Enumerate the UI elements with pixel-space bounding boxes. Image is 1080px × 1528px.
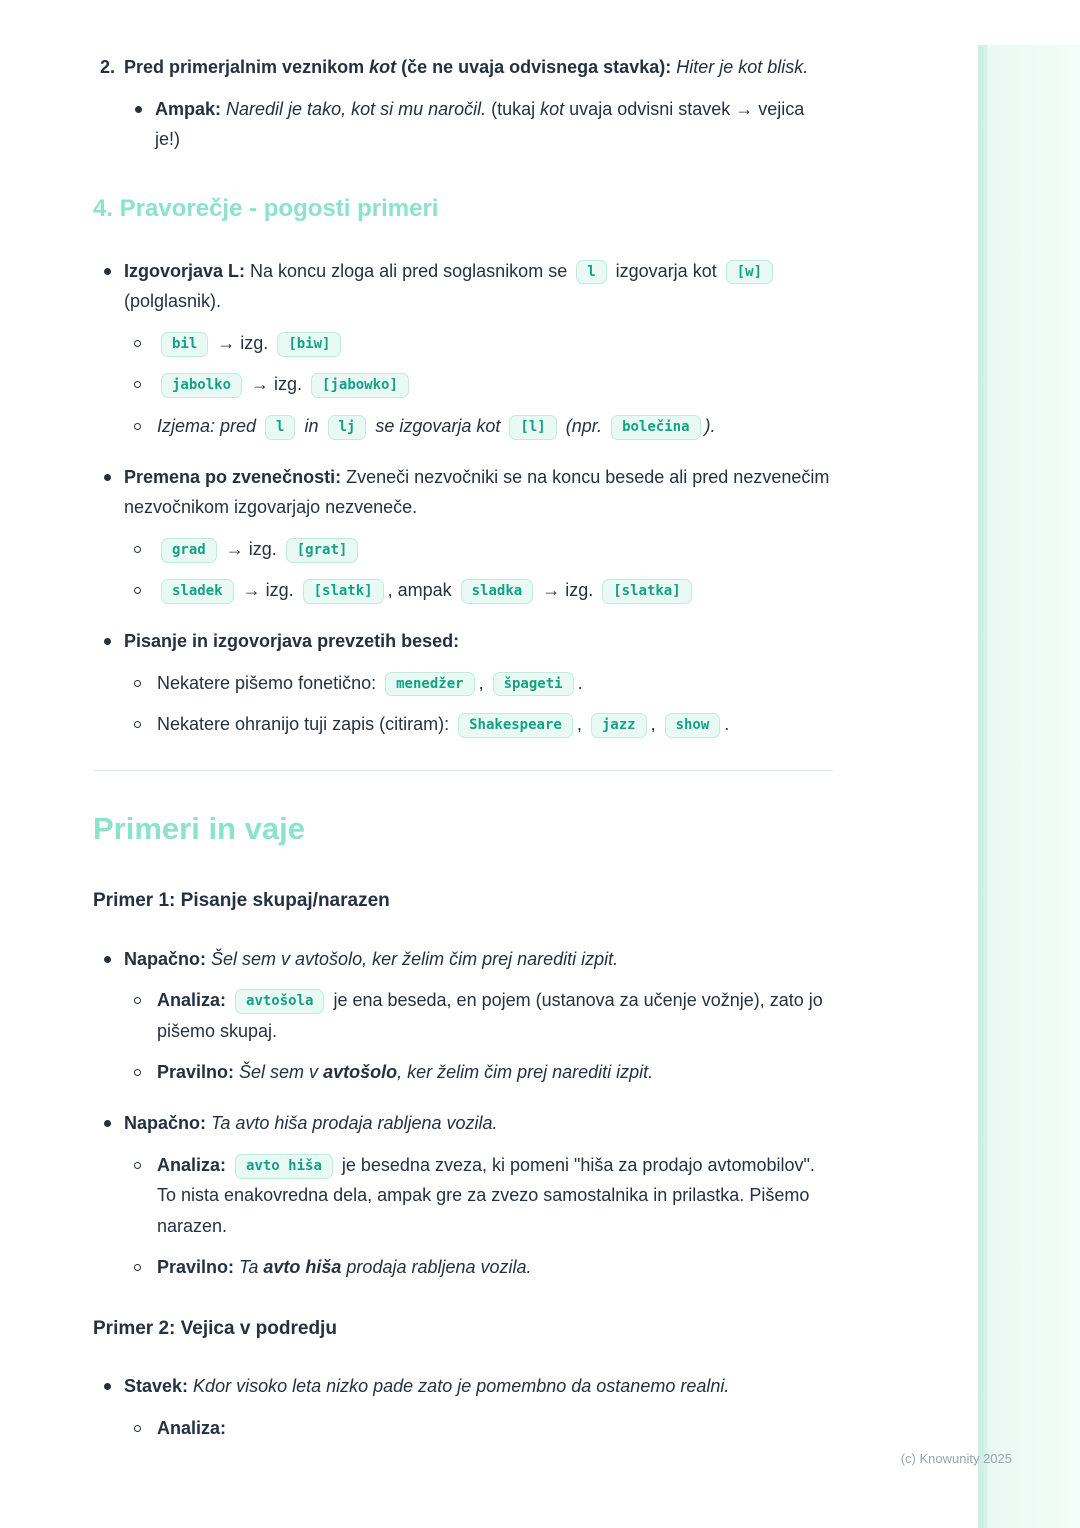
text-run: , xyxy=(576,714,587,735)
text-run: avtošolo xyxy=(323,1062,398,1083)
bullet-circle-icon xyxy=(134,1069,141,1076)
sub-list-item xyxy=(124,1252,833,1283)
code-chip: [l] xyxy=(509,415,556,440)
example1-heading: Primer 1: Pisanje skupaj/narazen xyxy=(93,890,390,912)
code-chip: špageti xyxy=(493,672,574,697)
sublist xyxy=(124,1150,833,1283)
code-chip: l xyxy=(576,260,606,285)
code-chip: lj xyxy=(328,415,367,440)
sub-list-item xyxy=(124,1413,833,1444)
page-title-primeri-in-vaje: Primeri in vaje xyxy=(93,810,305,846)
sub-list-item xyxy=(124,328,833,359)
text-run: Premena po zvenečnosti: xyxy=(124,466,342,487)
list-item-text xyxy=(124,256,833,317)
text-run: Analiza: xyxy=(157,990,232,1011)
text-run: (tukaj xyxy=(486,98,541,119)
code-chip: jabolko xyxy=(161,373,242,398)
list-item-text xyxy=(157,328,833,359)
text-run: izgovarja kot xyxy=(610,260,722,281)
list-item-text xyxy=(124,462,833,523)
text-run: Napačno: xyxy=(124,948,212,969)
code-chip: sladek xyxy=(161,579,234,604)
list-item-text xyxy=(157,534,833,565)
bullet-circle-icon xyxy=(134,1425,141,1432)
code-chip: avto hiša xyxy=(235,1154,333,1179)
text-run: Pisanje in izgovorjava prevzetih besed: xyxy=(124,630,460,651)
sublist xyxy=(124,668,833,740)
list-item-text xyxy=(157,575,833,606)
text-run: → izg. xyxy=(212,332,274,353)
text-run: uvaja odvisni stavek → vejica je!) xyxy=(155,98,805,150)
section-heading-pravorecje: 4. Pravorečje - pogosti primeri xyxy=(93,194,439,222)
text-run: Nekatere pišemo fonetično: xyxy=(157,672,382,693)
list-item-text xyxy=(157,985,833,1046)
code-chip: l xyxy=(265,415,295,440)
text-run: Izgovorjava L: xyxy=(124,260,246,281)
text-run: Ta xyxy=(239,1257,264,1278)
bullet-circle-icon xyxy=(134,721,141,728)
code-chip: bil xyxy=(161,332,208,357)
text-run: → izg. xyxy=(220,538,282,559)
bullet-disc-icon xyxy=(104,956,111,963)
ordered-item-number: 2. xyxy=(100,57,116,77)
bullet-circle-icon xyxy=(134,680,141,687)
sub-list-item xyxy=(124,411,833,442)
page-edge-accent xyxy=(978,45,1080,1528)
list-item-text xyxy=(157,369,833,400)
bullet-disc-icon xyxy=(104,474,111,481)
text-run: prodaja rabljena vozila. xyxy=(341,1257,532,1278)
code-chip: avtošola xyxy=(235,989,324,1014)
code-chip: jazz xyxy=(591,713,647,738)
text-run: , xyxy=(478,672,489,693)
sublist xyxy=(124,328,833,442)
section-divider xyxy=(93,770,833,771)
pravorecje-list xyxy=(93,256,833,740)
code-chip: [jabowko] xyxy=(311,373,409,398)
sub-list-item xyxy=(124,575,833,606)
list-item-text xyxy=(124,626,833,657)
text-run: Izjema: pred xyxy=(157,415,262,436)
code-chip: [w] xyxy=(726,260,773,285)
list-item-text xyxy=(157,1057,833,1088)
text-run: , xyxy=(650,714,661,735)
sub-list-item xyxy=(124,668,833,699)
bullet-disc-icon xyxy=(104,638,111,645)
list-item xyxy=(93,462,833,606)
bullet-circle-icon xyxy=(134,1264,141,1271)
code-chip: [biw] xyxy=(277,332,341,357)
text-run: Kdor visoko leta nizko pade zato je pomembno da ostanemo realni. xyxy=(193,1376,730,1397)
text-run: (če ne uvaja odvisnega stavka): xyxy=(396,57,677,77)
text-run: kot xyxy=(540,98,565,119)
text-run: Ta avto hiša prodaja rabljena vozila. xyxy=(211,1113,498,1134)
bullet-circle-icon xyxy=(134,546,141,553)
text-run: Hiter je kot blisk. xyxy=(676,57,809,77)
list-item-text xyxy=(157,709,833,740)
text-run: Pravilno: xyxy=(157,1257,240,1278)
code-chip: menedžer xyxy=(385,672,474,697)
sub-list-item xyxy=(124,369,833,400)
text-run: Ampak: xyxy=(155,98,227,119)
numbered-item-text xyxy=(124,52,833,83)
text-run: , ampak xyxy=(387,580,457,601)
code-chip: Shakespeare xyxy=(458,713,573,738)
text-run: avto hiša xyxy=(263,1257,342,1278)
code-chip: grad xyxy=(161,538,217,563)
bullet-disc-icon xyxy=(104,1120,111,1127)
text-run: → izg. xyxy=(537,580,599,601)
code-chip: bolečina xyxy=(611,415,700,440)
bullet-disc-icon xyxy=(104,268,111,275)
text-run: → izg. xyxy=(237,580,299,601)
footer-copyright: (c) Knowunity 2025 xyxy=(900,1451,1012,1466)
text-run: je besedna zveza, ki pomeni "hiša za prodajo avtomobilov". To nista enakovredna dela, ampak gre za zvezo samostalnika in prilastka. Pišemo narazen. xyxy=(157,1154,815,1236)
sub-list-item xyxy=(124,709,833,740)
text-run: Pred primerjalnim veznikom xyxy=(124,57,370,77)
list-item-text xyxy=(124,1108,833,1139)
bullet-circle-icon xyxy=(134,340,141,347)
document-content xyxy=(93,52,833,1444)
list-item-text xyxy=(124,1371,833,1402)
text-run: kot xyxy=(369,57,397,77)
text-run: (npr. xyxy=(560,415,608,436)
text-run: Analiza: xyxy=(157,1417,227,1438)
text-run: Šel sem v avtošolo, ker želim čim prej narediti izpit. xyxy=(211,948,619,969)
text-run: in xyxy=(299,415,324,436)
example2-heading: Primer 2: Vejica v podredju xyxy=(93,1318,337,1340)
list-item xyxy=(93,1371,833,1443)
bullet-disc-icon xyxy=(135,106,142,113)
bullet-circle-icon xyxy=(134,997,141,1004)
numbered-item-2 xyxy=(93,52,833,155)
sub-list-item xyxy=(124,985,833,1046)
list-item-text xyxy=(157,1413,833,1444)
text-run: Stavek: xyxy=(124,1376,194,1397)
code-chip: [slatk] xyxy=(303,579,384,604)
list-item xyxy=(93,626,833,740)
text-run: Šel sem v xyxy=(239,1062,324,1083)
bullet-disc-icon xyxy=(104,1383,111,1390)
list-item-text xyxy=(157,1252,833,1283)
text-run: (polglasnik). xyxy=(124,291,222,312)
code-chip: [slatka] xyxy=(602,579,691,604)
sub-list-item xyxy=(124,534,833,565)
text-run: , ker želim čim prej narediti izpit. xyxy=(397,1062,654,1083)
sublist xyxy=(124,534,833,606)
list-item xyxy=(93,256,833,442)
list-item-text xyxy=(157,411,833,442)
text-run: → izg. xyxy=(246,374,308,395)
example2-list xyxy=(93,1371,833,1443)
sublist xyxy=(124,1413,833,1444)
text-run: Zveneči nezvočniki se na koncu besede ali pred nezvenečim nezvočnikom izgovarjajo nezveneče. xyxy=(124,466,830,518)
bullet-circle-icon xyxy=(134,587,141,594)
example1-list xyxy=(93,944,833,1283)
text-run: se izgovarja kot xyxy=(370,415,506,436)
list-item xyxy=(124,94,833,155)
code-chip: [grat] xyxy=(286,538,359,563)
code-chip: sladka xyxy=(461,579,534,604)
text-run: Naredil je tako, kot si mu naročil. xyxy=(226,98,487,119)
text-run: Analiza: xyxy=(157,1154,232,1175)
sub-list-item xyxy=(124,1057,833,1088)
list-item-text xyxy=(157,1150,833,1242)
text-run: Pravilno: xyxy=(157,1062,240,1083)
list-item-text xyxy=(155,94,833,155)
bullet-circle-icon xyxy=(134,381,141,388)
text-run: ). xyxy=(704,415,716,436)
numbered-item-sublist xyxy=(124,94,833,155)
bullet-circle-icon xyxy=(134,423,141,430)
sub-list-item xyxy=(124,1150,833,1242)
list-item xyxy=(93,944,833,1088)
text-run: Napačno: xyxy=(124,1113,212,1134)
list-item-text xyxy=(124,944,833,975)
list-item-text xyxy=(157,668,833,699)
text-run: je ena beseda, en pojem (ustanova za učenje vožnje), zato jo pišemo skupaj. xyxy=(157,990,823,1041)
code-chip: show xyxy=(665,713,721,738)
text-run: Na koncu zloga ali pred soglasnikom se xyxy=(245,260,573,281)
list-item xyxy=(93,1108,833,1283)
bullet-circle-icon xyxy=(134,1162,141,1169)
sublist xyxy=(124,985,833,1088)
text-run: . xyxy=(577,672,583,693)
text-run: Nekatere ohranijo tuji zapis (citiram): xyxy=(157,714,455,735)
text-run: . xyxy=(724,714,730,735)
